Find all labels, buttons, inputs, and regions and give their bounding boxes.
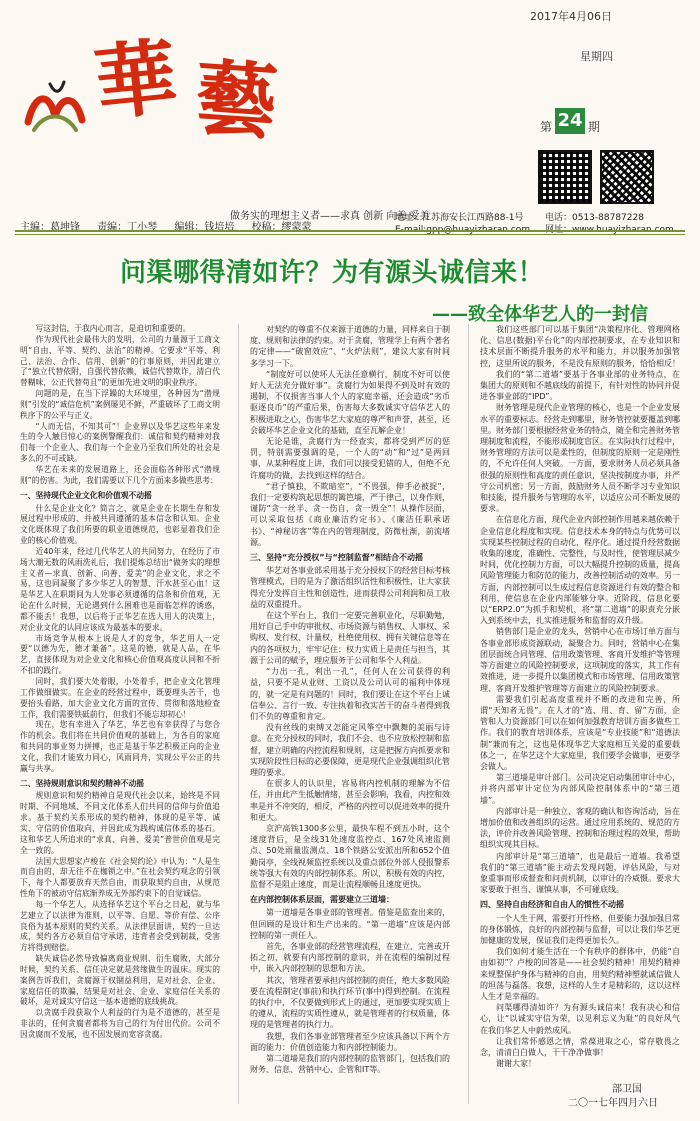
staff-proofreader: 校稿：缪蒙蒙 [251, 222, 312, 233]
signature-date: 二〇一七年四月六日 [568, 1098, 658, 1109]
phone: 电话：0513-88787228 [545, 213, 644, 223]
paragraph: 我想，我们各事业部管理者至少应该具备以下两个方面的能力：价值创造能力和内部控制能力。 [250, 1031, 450, 1052]
paragraph: 内部审计是“第三道墙”，也是最后一道墙。我希望我们的“第三道墙”能主动去发现问题，评估风险，与对象重事而形成督查和问责机制，以审计的冷威慑。要求大家要敢于担当、谨慎从事，不可碰底线。 [480, 851, 680, 895]
header-divider [15, 234, 685, 235]
paragraph: 无论是谁，贪腐行为一经查实，都将受到严厉的惩罚，特别需要强调的是，一个人的“动”和“过”是两回事，从某种程度上讲，我们可以接受犯错的人，但绝不允许腐功的做，去找到这样的结合。 [250, 437, 450, 480]
header-divider [15, 230, 685, 232]
paragraph: 销售部门是企业的龙头，营销中心在市场订单方面与各事业部形成资源联动，凝聚合力。同时，营销中心在集团层面统合同管理、信用政策管理、客商开发维护等管理等方面建立的风险控制要求，这项制度的落实，其工作有效推进，进一步提升以集团模式和市场管理、信用政策管理、客商开发维护管理等方面建立的风险控制要求。 [480, 627, 680, 693]
paragraph: 我们如何才能生活在一个有秩序的群体中，仍能“自由如初”？卢梭的回答是——社会契约精神！用契约精神来规整保护身体与精神的自由，用契约精神塑就诚信做人的坦荡与磊落。我想，这样的人生才是精彩的，这以这样人生才是幸福的。 [480, 947, 680, 1001]
paragraph: 写这封信，于我内心而言，是迫切和重要的。 [35, 324, 191, 333]
column-divider [238, 324, 239, 1104]
paragraph: 作为现代社会最伟大的发明，公司的力量源于工商文明“自由、平等、契约、法治”的精神。它要求“平等、利己、法治、合作、信用、创新”的行事原则，并因此建立了“独立代替依附，自强代替依赖，诚信代替欺诈，清白代替糊味，公正代替苟且”的更加先进文明的职业秩序。 [20, 334, 220, 388]
paragraph: 以贪腐手段获取个人利益的行为是不道德的，甚至是非法的，任何贪腐者都将为自己的行为付出代价。公司不因贪腐而不发展，也不因发展而宽容贪腐。 [20, 1008, 220, 1039]
issue-number-badge: 24 [555, 108, 585, 134]
paragraph: 需要我们引起高度重视并不断的改进和完善，所谓“天知者无畏”。在人才的“选、用、育、留”方面，企管和人力资源部门可以在如何加强教育培训方面多做些工作。我们的教育培训体系，应该是“专业技能”和“道德法制”兼而有之，这也是体现华艺大家庭相互关爱的重要载体之一，在华艺这个大家庭里，我们要学会做事，更要学会做人。 [480, 694, 680, 771]
paragraph: 在很多人的认识里，容易将内控机制的理解为不信任，并由此产生抵触情绪，甚至会影响，我看，内控和效率是并不冲突的，相反，严格的内控可以促进效率的提升和更大。 [250, 779, 450, 822]
section-heading: 三、坚持“充分授权”与“控制监督”相结合不动摇 [250, 553, 424, 563]
paragraph: 首先，各事业部的经营管理流程，在建立、完善或开拓之初，就要有内部控制的意识，并在流程的编制过程中，嵌入内部控制的思想和方法。 [250, 941, 450, 974]
paragraph: 在这个平台上，我们一定要完善职业化，尽职勤勉，用好自己手中的审批权、市场资源与销售权、人事权、采购权、发行权、计量权，杜绝使用权、拥有关键信息等在内的各项权力，牢牢记住：权力实质上是责任与担当，其源于公司的赋予，理应服务于公司和华个人利益。 [250, 611, 450, 665]
paragraph: “人而无信，不知其可”！企业界以及华艺这些年来发生的令人触目惊心的案例警醒我们：诚信和契约精神对我们每一个企业人、我们每一个企业乃至我们所处的社会是多么的不可或缺。 [20, 421, 220, 464]
article-column-3 [480, 324, 680, 1069]
paragraph: 让我们常怀感恩之情，常葆进取之心，常存敬畏之念，清清白白做人，干干净净做事！ [480, 1036, 680, 1057]
paragraph: 内部审计是一种独立、客观的确认和咨询活动，旨在增加价值和改善组织的运营。通过应用系统的、规范的方法，评价并改善风险管理、控制和治理过程的效果，帮助组织实现其目标。 [480, 806, 680, 850]
signature: 部卫国 [612, 1084, 642, 1095]
issue-suffix: 期 [588, 120, 601, 134]
section-heading: 一、坚持现代企业文化和价值观不动摇 [20, 490, 152, 500]
paragraph: 我们的“第二道墙”要基于各事业部的业务特点，在集团大的原则和不越底线的前提下，有针对性的协同并促进各事业部的“IPD”。 [480, 369, 680, 402]
qr-code-icon [538, 150, 592, 204]
qr-code-icon [600, 150, 654, 204]
column-divider [468, 324, 469, 1104]
paragraph: 对契约的尊重不仅来源于道德的力量，同样来自于制度、规则和法律的约束。对于贪腐，管理学上有两个著名的定律——“破窗效应”、“火炉法则”，建议大家有时间多学习一下。 [250, 325, 450, 368]
paragraph: 市场竞争从根本上说是人才的竞争，华艺用人一定要“以德为先，德才兼备”。这是的德，就是人品，在华艺，直接体现为对企业文化和核心价值观高度认同和不折不扣的践行。 [20, 633, 220, 676]
issue-weekday: 星期四 [580, 50, 613, 63]
paragraph: 缺失诚信必然导致偏离商业规则、衍生腐败，大部分时候，契约关系、信任决定就是营缘做生的温床。现实的案例告诉我们，贪腐源于权锢益利用，是对社会、企业、家庭信任的欺骗，结果是对社会、企业、家庭信任关系的破坏，是对诚实守信这一基本道德的底线挑战。 [20, 954, 220, 1007]
issue-date: 2017年4月06日 [530, 10, 612, 23]
paragraph: 一个人生于网，需要打开性格，但要能力强加强目常的身体锻炼，良好的内部控制与监督，可以让我们华艺更加健康的发展，保证我们走得更加长久。 [480, 913, 680, 945]
staff-chief-editor: 主编：葛坤锋 [20, 222, 80, 233]
paragraph: “君子慎独，不欺暗室”，“不畏强，伸手必被捉”，我们一定要构筑起思想的篱笆墙，严于律己，以身作则，谨防“贪一丝半、贪一伤自，贪一毁全”！从操作层面，可以采取包括《商业廉洁约定书》、《廉洁任职承诺书》、“神秘访客”等在内的管理制度，防微杜渐，前流堵源。 [250, 481, 450, 547]
paragraph: 每一个华艺人，从选择华艺这个平台之日起，就与华艺建立了以法律为准则，以平等、自愿、等价有偿、公序良俗为基本原则的契约关系。从法律层面讲，契约一旦达成，契约各方必须自信守承诺，违背者会受到制裁，受害方将得到赔偿。 [20, 899, 220, 953]
paragraph: 第二道墙是我们的内部控制的监管部门，包括我们的财务、信息、营销中心、企管和IT等。 [250, 1054, 450, 1075]
paragraph: 规则意识和契约精神自是现代社会以来，始终是不同时期、不同地域、不同文化体系人们共同的信仰与价值追求。基于契约关系形成的契约精神，体现的是平等、诚实、守信的价值取向，并因此成为践构诚信体系的基石。这和华艺人所追求的“求真、向善、爱美”普世价值观是完全一致的。 [20, 791, 220, 855]
paragraph: 现在，您有幸进入了华艺，华艺也有幸获得了与您合作的机会。我们将在共同价值观的基础上，为各自的家庭和共同的事业努力拼搏，也正是基于华艺积极正向的企业文化，我们才能致力同心，风雨同舟，实现公平公正的共赢与共享。 [20, 720, 220, 773]
paragraph: 问题的是，在当下浮躁的大环境里，各种因为“潜规则”引发的“诚信危机”案例屡见不鲜，严重破坏了工商文明秩序下的公平与正义。 [20, 389, 220, 420]
paragraph: 问渠哪得清如许？为有源头诚信来！我有决心和信心，让“以诚实守信为荣，以见利忘义为耻”的良好风气在我们华艺人中蔚然成风。 [480, 1003, 680, 1035]
paragraph: 华艺对各事业部采用基于充分授权下的经营目标考核管理模式，目的是为了激活组织活性和积极性，让大家获得充分发挥自主性和创造性，进而获得公司利润和员工收益的双重提升。 [250, 566, 450, 609]
paragraph: 第三道墙是审计部门。公司决定启动集团审计中心，并将内部审计定位为内部风险控制体系中的“第三道墙”。 [480, 773, 680, 805]
paragraph: 同时，我们要大处着眼，小处着手，把企业文化管理工作做细做实。在企业的经营过程中，既要理头苦干，也要抬头看路，加大企业文化方面的宣传、贯彻和落地检查工作，我们需要铁砥前行，但我们不能忘却初心！ [20, 677, 220, 719]
masthead-title-char-2: 藝 [191, 50, 279, 152]
article-column-1 [20, 324, 220, 1041]
paragraph: 财务管理是现代企业管理的核心，也是一个企业发展水平的重要标志。经营走到哪里，财务管控就要覆盖到哪里。财务部门要根据经营业务的特点，随全和完善财务管理制度和流程，不能形成制度盲区。在实际执行过程中，财务管理的方法可以是柔性的，但制度的原则一定是刚性的，不允许任何人突破。一方面，要求财务人员必须具备很强的原则性和高度的责任意识，坚决按制度办事，并严守公司机密；另一方面，鼓励财务人员不断学习专业知识和技能，提升服务与管理的水平，以适应公司不断发展的要求。 [480, 403, 680, 514]
paragraph: 近40年来，经过几代华艺人的共同努力，在经历了市场大潮无数的风雨洗礼后，我们提炼总结出“做务实的理想主义者—求真、创新、向善、爱美”的企业文化，求之不易，这也同凝聚了多少华艺人的智慧、汗水甚至心血！这是华艺人在职期间为人处事必须遵循的信条和价值观，无论在什么时候，无论遇到什么困难也是面临怎样的诱惑，都不能丢！我想，以后将于正华艺在选人用人的决策上，对企业文化的认同应该成为最基本的要求。 [20, 546, 220, 632]
masthead-title-char-1: 華 [90, 29, 180, 133]
paragraph: 其次，管理者要承担内部控制的责任，绝大多数风险要在流程制定(事前)和执行环节(事中)得到控制。在流程的执行中，不仅要做到形式上的通过，更加要实现实质上的遵从，流程的实质性遵从，就是管理者的行权质量，体现的是管理者的执行力。 [250, 975, 450, 1030]
paragraph: 华艺在未来的发展道路上，还会面临各种形式“潜规则”的伤害。为此，我们需要以下几个方面来多做些思考： [20, 464, 220, 485]
email: E-mail:gpp@huayizharan.com [395, 225, 531, 235]
paragraph: “制度好可以使坏人无法任意横行，制度不好可以使好人无法充分做好事”。贪腐行为如果得不到及时有效的遏制，不仅损害当事人个人的家庭幸福，还会造成“劣币驱逐良币”的严重后果，伤害每大多数诚实守信华艺人的积极进取之心，伤害华艺大家庭的尊严和声誉，甚至，还会破坏华艺企业文化的基础，直至瓦解企业！ [250, 369, 450, 435]
article-headline: 问渠哪得清如许？为有源头诚信来！ [120, 258, 545, 288]
address: 地址：江苏海安长江西路88-1号 [395, 213, 524, 223]
paragraph: 谢谢大家！ [496, 1059, 536, 1069]
section-heading: 四、坚持自由经济和自由人的惯性不动摇 [480, 900, 624, 910]
paragraph: 法国大思想家卢梭在《社会契约论》中认为：“人是生而自由的，却无往不在枷锁之中。”在社会契约观念的引领下，每个人都要放弃天然自由，而获取契约自由，从规范性角下的被动守信底渐养成无外部约束下的自觉诚信。 [20, 856, 220, 899]
staff-responsible-editor: 责编：丁小琴 [97, 222, 158, 233]
section-heading: 二、坚持规则意识和契约精神不动摇 [20, 778, 145, 788]
paragraph: 没有丝线的束缚又怎能定风筝空中飘舞的美丽与诗意。在充分授权的同时，我们不会、也不应放松控制和监督，建立明确的内控流程和规则，这是把握方向抓要求和实现阶段性目标的必要保障，更是现代企业强调组织化管理的要求。 [250, 723, 450, 777]
paragraph: 第一道墙是各事业部的管理者。借鉴是监查出来的，但回顾的是设计和生产出来的。“第一道墙”应该是内部控制的第一责任人。 [250, 908, 450, 940]
article-column-2 [250, 324, 450, 1075]
company-logo-icon [20, 72, 90, 142]
staff-editor: 编辑：钱培培 [174, 222, 235, 233]
article-subheadline: ——致全体华艺人的一封信 [432, 304, 648, 325]
contact-info [395, 212, 674, 236]
paragraph: 什么是企业文化？简言之，就是企业在长期生存和发展过程中形成的、并被共同遵循的基本信念和认知。企业文化既体现了我们所要的职业道德规范，也彰显着我们企业的核心价值观。 [20, 503, 220, 546]
paragraph: “力出一孔，利出一孔”，任何人在公司获得的利益，只要不是从业财、工资以及公司认可的福利中体现的，就一定是有问题的！同时，我们要让在这个平台上诚信奉公、言行一致、专注执着和孜实苦干的奋斗者得到我们不负的尊重和肯定。 [250, 667, 450, 721]
paragraph: 我们这些部门可以基于集团“决策程序化、管理网格化、信息(数据)平台化”的内部控制要求，在专业知识和技术层面不断提升服务的水平和能力，并以服务加强管控，这里所说的服务，不是没有原则的服务，恰恰相反！ [480, 325, 680, 368]
paragraph: 在信息化方面，现代企业内部控制作用越来越依赖于企业信息化程度和实现。信息技术本身的特点与优势可以实现某些控制过程的自动化，程序化。通过提升经营数据收集的速度，准确性、完整性，与及时性，使管理层减少时间，优化控制力方面，可以大幅提升控制的质量，提高风险管理能力和防范的能力，改善控制活动的效率。另一方面，内部控制可以生成过程信息资源进行有效的整合和利用，使信息在企业内部能够分享。近阶段，信息化要以“ERP2.0”为抓手和契机，将“第二道墙”的职责充分嵌入到系统中去，扎实推进服务和监督的双升级。 [480, 515, 680, 626]
issue-prefix: 第 [540, 120, 553, 134]
paragraph: 京沪高铁1300多公里，最快车程不到五小时，这个速度背后，是全线31处速度监控点、167处风速监测点、50处雨量监测点、18个铁路公安派出所和652个值勤岗亭，全线视频监控系统以及重点部位外部人侵报警系统等强大有效的内部控制体系。所以，积极有效的内控，监督不是阻止速度，而是让流程顺畅且速度更快。 [250, 823, 450, 889]
website: 网址：www.huayizharan.com [545, 225, 674, 235]
section-heading: 在内部控制体系层面，需要建立三道墙： [250, 895, 394, 905]
slogan: 做务实的理想主义者——求真 创新 向善 爱美 [230, 211, 430, 222]
